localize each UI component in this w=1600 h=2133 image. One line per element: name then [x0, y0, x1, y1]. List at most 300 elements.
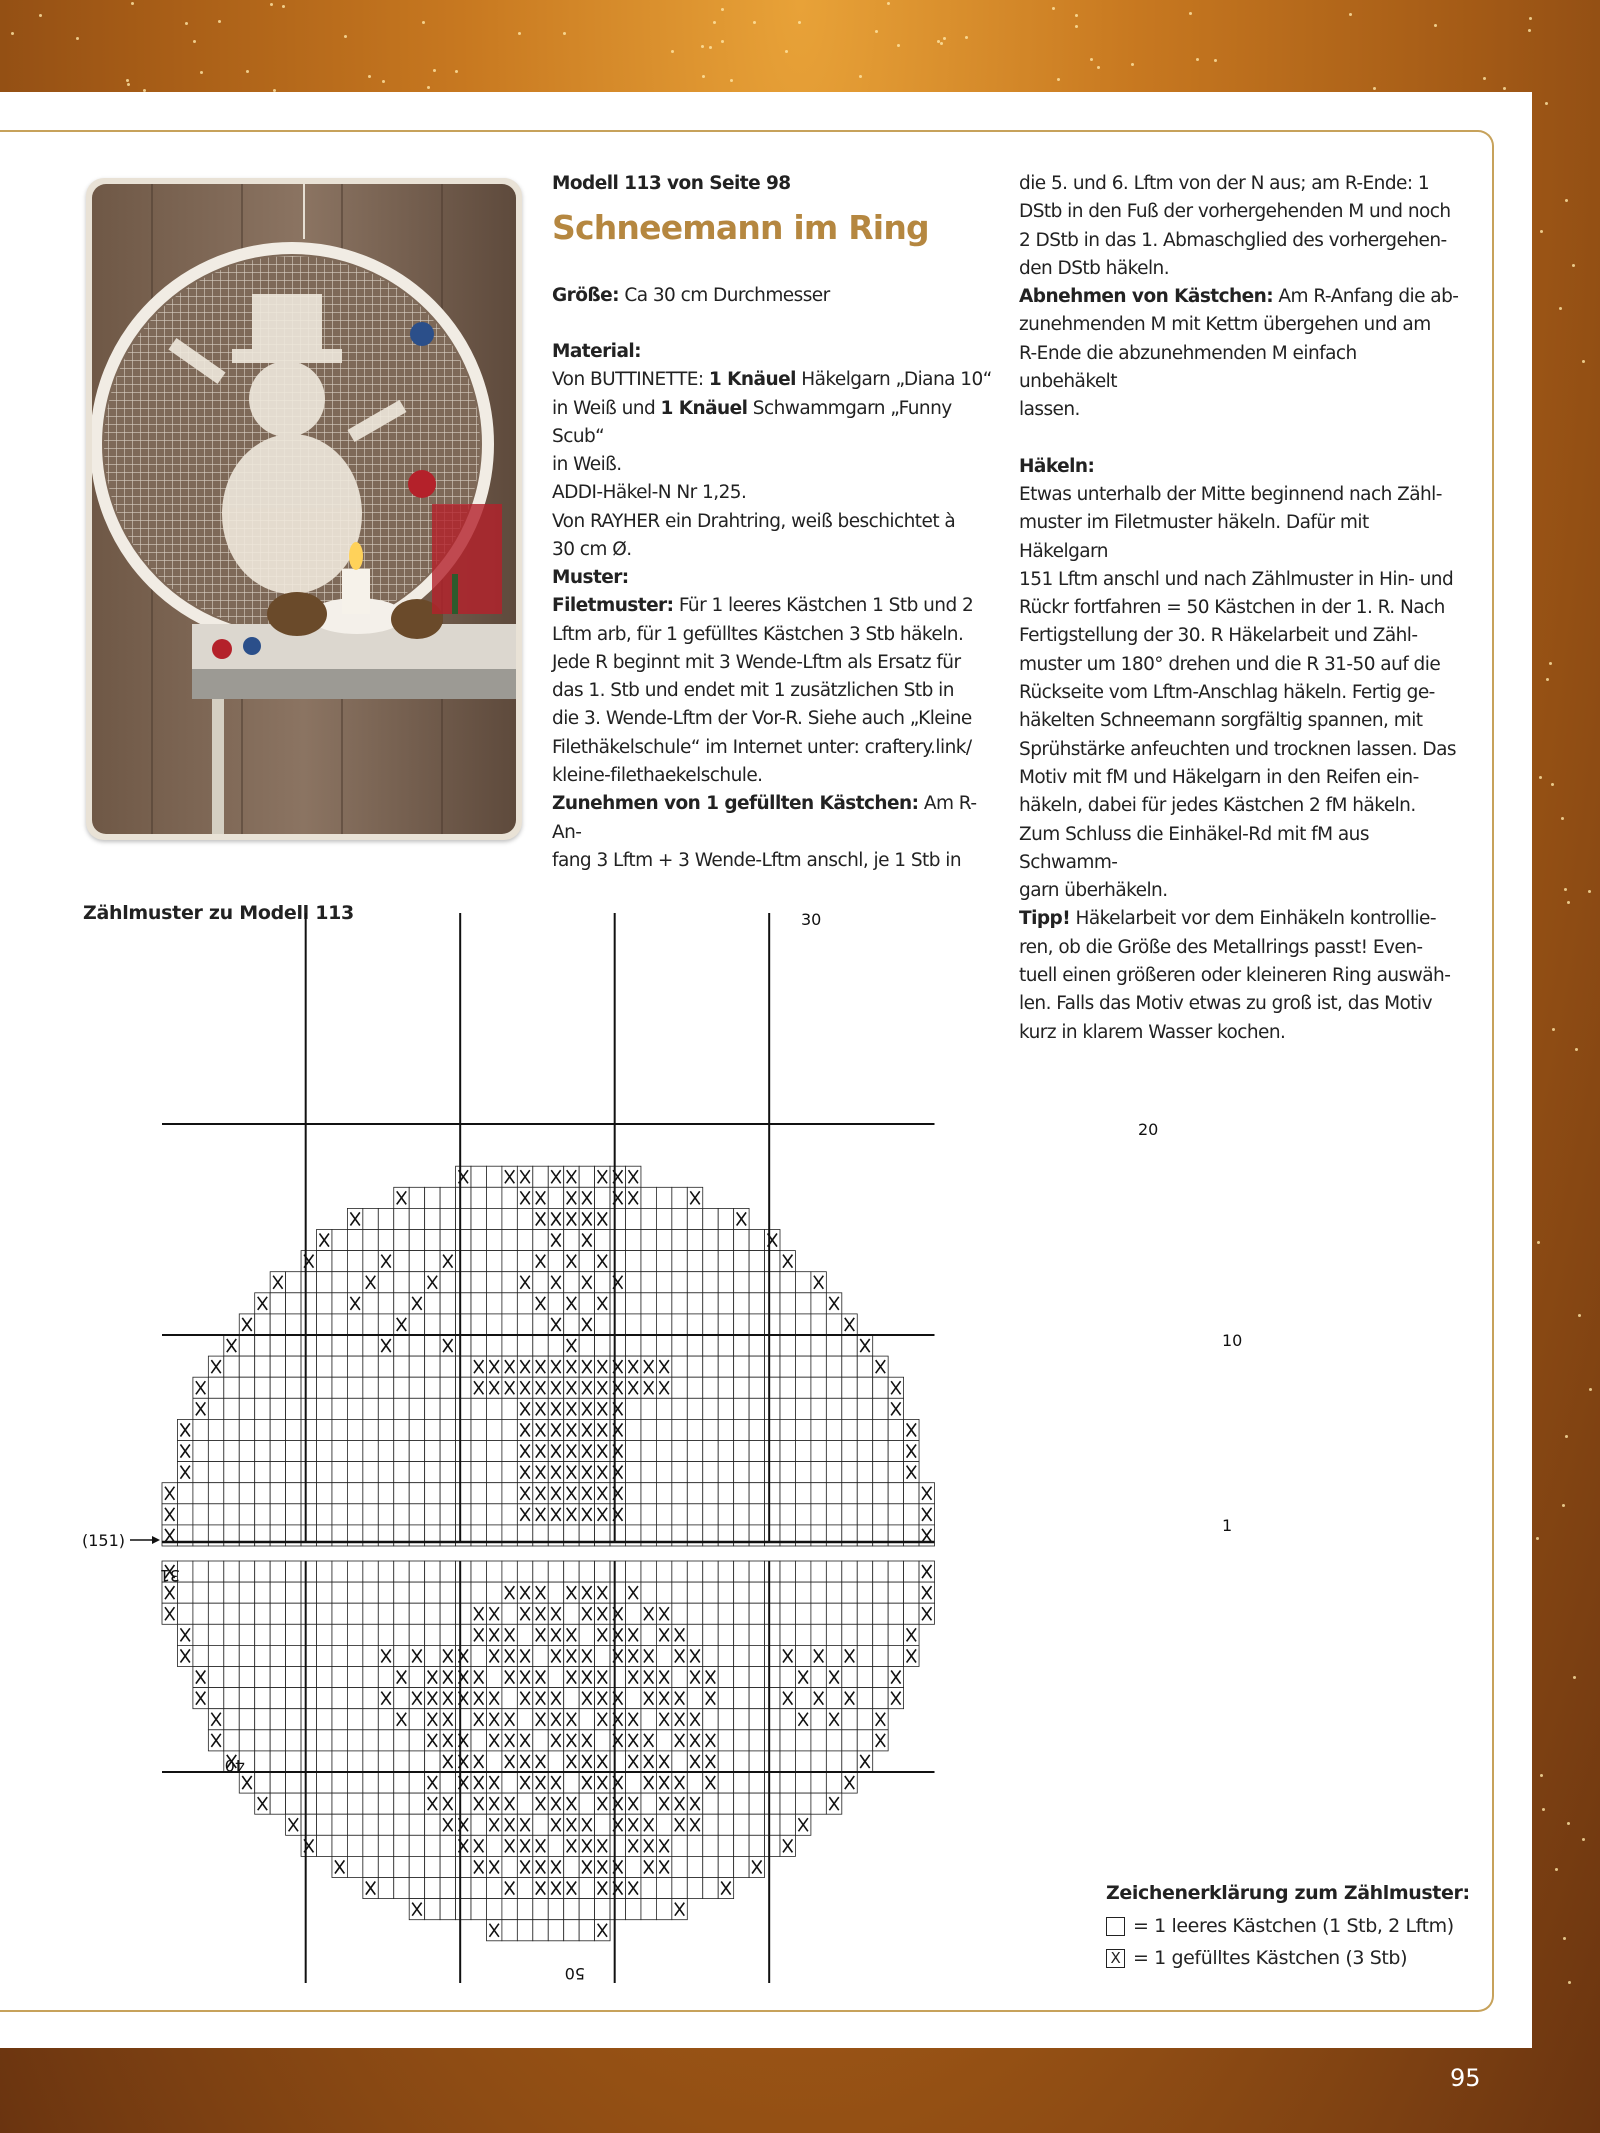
chart-cell [795, 1504, 810, 1525]
chart-cell [486, 1751, 501, 1772]
chart-cell [317, 1251, 332, 1272]
chart-cell [811, 1561, 826, 1582]
chart-cell [672, 1667, 687, 1688]
chart-cell [548, 1293, 563, 1314]
chart-cell [718, 1856, 733, 1877]
decrease-line: lassen. [1019, 399, 1080, 421]
chart-cell [780, 1483, 795, 1504]
chart-cell [811, 1462, 826, 1483]
chart-cell [270, 1398, 285, 1419]
chart-cell [548, 1561, 563, 1582]
chart-cell [888, 1624, 903, 1645]
chart-cell [734, 1645, 749, 1666]
chart-cell [440, 1624, 455, 1645]
chart-cell [718, 1645, 733, 1666]
chart-cell [471, 1314, 486, 1335]
chart-cell [456, 1272, 471, 1293]
chart-cell [703, 1419, 718, 1440]
chart-cell [626, 1899, 641, 1920]
chart-cell [301, 1582, 316, 1603]
chart-cell [749, 1624, 764, 1645]
chart-cell [656, 1419, 671, 1440]
crochet-line: Motiv mit fM und Häkelgarn in den Reifen ein- [1019, 766, 1419, 788]
legend-filled-row [1106, 1942, 1470, 1974]
chart-cell [301, 1772, 316, 1793]
size-label: Größe: [552, 285, 619, 306]
chart-cell [734, 1730, 749, 1751]
chart-cell [548, 1187, 563, 1208]
chart-cell [317, 1462, 332, 1483]
chart-cell [626, 1335, 641, 1356]
chart-cell [795, 1441, 810, 1462]
chart-cell [656, 1730, 671, 1751]
chart-cell [749, 1814, 764, 1835]
chart-cell [471, 1272, 486, 1293]
chart-cell [255, 1483, 270, 1504]
chart-cell [224, 1688, 239, 1709]
chart-cell [626, 1561, 641, 1582]
chart-cell [842, 1751, 857, 1772]
chart-cell [270, 1688, 285, 1709]
chart-cell [332, 1398, 347, 1419]
chart-cell [811, 1667, 826, 1688]
chart-cell [811, 1603, 826, 1624]
chart-cell [703, 1582, 718, 1603]
chart-cell [734, 1314, 749, 1335]
chart-cell [332, 1377, 347, 1398]
chart-cell [317, 1730, 332, 1751]
chart-cell [703, 1856, 718, 1877]
chart-cell [425, 1483, 440, 1504]
chart-cell [780, 1314, 795, 1335]
chart-cell [378, 1751, 393, 1772]
chart-cell [286, 1419, 301, 1440]
chart-cell [286, 1356, 301, 1377]
chart-cell [363, 1293, 378, 1314]
chart-cell [224, 1441, 239, 1462]
chart-cell [873, 1441, 888, 1462]
chart-cell [409, 1772, 424, 1793]
chart-cell [332, 1772, 347, 1793]
chart-cell [486, 1208, 501, 1229]
chart-cell [208, 1667, 223, 1688]
chart-cell [780, 1603, 795, 1624]
chart-cell [703, 1624, 718, 1645]
chart-cell [363, 1504, 378, 1525]
muster-heading: Muster: [552, 567, 629, 588]
chart-cell [626, 1419, 641, 1440]
chart-cell [672, 1356, 687, 1377]
row-label-50: 50 [564, 1964, 585, 1983]
chart-cell [641, 1504, 656, 1525]
increase-line: fang 3 Lftm + 3 Wende-Lftm anschl, je 1 Stb in [552, 849, 962, 871]
chart-cell [780, 1561, 795, 1582]
chart-cell [826, 1398, 841, 1419]
chart-cell [317, 1441, 332, 1462]
chart-cell [363, 1751, 378, 1772]
chart-cell [811, 1377, 826, 1398]
chart-cell [795, 1377, 810, 1398]
chart-cell [270, 1441, 285, 1462]
chain-count-label: (151) [82, 1531, 126, 1550]
chart-cell [626, 1251, 641, 1272]
chart-cell [255, 1772, 270, 1793]
chart-cell [193, 1561, 208, 1582]
chart-cell [270, 1377, 285, 1398]
chart-cell [749, 1793, 764, 1814]
chart-cell [394, 1561, 409, 1582]
chart-cell [409, 1603, 424, 1624]
chart-cell [904, 1582, 919, 1603]
chart-cell [749, 1603, 764, 1624]
chart-cell [718, 1624, 733, 1645]
chart-cell [656, 1582, 671, 1603]
chart-cell [857, 1582, 872, 1603]
chart-cell [718, 1667, 733, 1688]
chart-cell [440, 1899, 455, 1920]
chart-cell [641, 1709, 656, 1730]
chart-cell [595, 1645, 610, 1666]
chart-cell [317, 1419, 332, 1440]
chart-cell [255, 1688, 270, 1709]
chart-cell [301, 1483, 316, 1504]
chart-cell [703, 1377, 718, 1398]
chart-cell [270, 1709, 285, 1730]
chart-cell [440, 1356, 455, 1377]
chart-cell [641, 1441, 656, 1462]
chart-cell [224, 1398, 239, 1419]
chart-cell [502, 1293, 517, 1314]
chart-cell [332, 1730, 347, 1751]
chart-cell [811, 1751, 826, 1772]
chart-cell [332, 1835, 347, 1856]
chart-cell [347, 1314, 362, 1335]
chart-cell [193, 1624, 208, 1645]
chain-arrow-icon [152, 1536, 160, 1544]
chart-cell [425, 1899, 440, 1920]
chart-legend [1106, 1882, 1470, 1974]
chart-cell [255, 1730, 270, 1751]
chart-cell [687, 1314, 702, 1335]
chart-cell [471, 1730, 486, 1751]
chart-cell [456, 1230, 471, 1251]
chart-cell [502, 1314, 517, 1335]
chart-cell [471, 1187, 486, 1208]
chart-cell [703, 1314, 718, 1335]
chart-cell [718, 1483, 733, 1504]
chart-cell [239, 1582, 254, 1603]
chart-cell [687, 1772, 702, 1793]
chart-cell [703, 1793, 718, 1814]
chart-cell [255, 1441, 270, 1462]
chart-cell [471, 1419, 486, 1440]
chart-cell [687, 1624, 702, 1645]
chart-cell [687, 1377, 702, 1398]
chart-cell [579, 1899, 594, 1920]
article-title: Schneemann im Ring [552, 208, 929, 247]
chart-cell [641, 1293, 656, 1314]
chart-cell [765, 1835, 780, 1856]
chart-cell [703, 1208, 718, 1229]
chart-cell [286, 1645, 301, 1666]
chart-cell [703, 1645, 718, 1666]
chart-cell [718, 1688, 733, 1709]
chart-cell [286, 1793, 301, 1814]
chart-cell [734, 1835, 749, 1856]
chart-cell [656, 1293, 671, 1314]
chart-cell [471, 1335, 486, 1356]
chart-cell [471, 1441, 486, 1462]
chart-cell [224, 1504, 239, 1525]
chart-cell [208, 1582, 223, 1603]
chart-cell [378, 1504, 393, 1525]
chart-cell [347, 1856, 362, 1877]
crochet-heading: Häkeln: [1019, 455, 1095, 477]
chart-cell [626, 1603, 641, 1624]
chart-cell [301, 1314, 316, 1335]
chart-cell [703, 1561, 718, 1582]
chart-cell [239, 1709, 254, 1730]
chart-cell [378, 1356, 393, 1377]
chart-cell [486, 1899, 501, 1920]
chart-cell [270, 1561, 285, 1582]
chart-cell [765, 1377, 780, 1398]
material-text: Häkelgarn „Diana 10“ [795, 369, 992, 391]
chart-cell [347, 1751, 362, 1772]
chart-cell [842, 1377, 857, 1398]
chart-cell [749, 1504, 764, 1525]
chart-cell [718, 1462, 733, 1483]
chart-cell [687, 1483, 702, 1504]
chart-cell [703, 1293, 718, 1314]
chart-cell [533, 1166, 548, 1187]
chart-cell [826, 1730, 841, 1751]
chart-cell [471, 1899, 486, 1920]
chart-cell [394, 1772, 409, 1793]
chart-cell [394, 1688, 409, 1709]
chart-cell [656, 1230, 671, 1251]
material-text: 30 cm Ø. [552, 539, 632, 561]
chart-cell [456, 1856, 471, 1877]
chart-cell [239, 1730, 254, 1751]
chart-cell [286, 1441, 301, 1462]
chart-cell [780, 1624, 795, 1645]
chart-cell [641, 1462, 656, 1483]
chart-cell [780, 1730, 795, 1751]
chart-cell [193, 1483, 208, 1504]
chart-cell [332, 1441, 347, 1462]
chart-cell [626, 1462, 641, 1483]
chart-cell [873, 1561, 888, 1582]
chart-cell [363, 1398, 378, 1419]
chart-cell [749, 1272, 764, 1293]
chart-cell [564, 1314, 579, 1335]
chart-cell [270, 1667, 285, 1688]
chart-cell [471, 1504, 486, 1525]
chart-cell [425, 1335, 440, 1356]
chart-cell [780, 1814, 795, 1835]
chart-cell [332, 1793, 347, 1814]
chart-cell [641, 1899, 656, 1920]
chart-cell [857, 1356, 872, 1377]
chart-cell [687, 1419, 702, 1440]
chart-cell [270, 1645, 285, 1666]
chart-cell [765, 1772, 780, 1793]
chart-cell [347, 1793, 362, 1814]
chart-cell [904, 1483, 919, 1504]
chart-cell [564, 1603, 579, 1624]
chart-cell [332, 1483, 347, 1504]
chart-cell [826, 1772, 841, 1793]
increase-continuation: DStb in den Fuß der vorhergehenden M und noch [1019, 201, 1451, 223]
chart-cell [286, 1483, 301, 1504]
chart-cell [486, 1561, 501, 1582]
chart-cell [795, 1751, 810, 1772]
chart-cell [672, 1314, 687, 1335]
chart-cell [486, 1314, 501, 1335]
chart-cell [533, 1899, 548, 1920]
chart-cell [811, 1293, 826, 1314]
chart-cell [332, 1335, 347, 1356]
chart-cell [734, 1377, 749, 1398]
chart-cell [888, 1645, 903, 1666]
chart-cell [765, 1314, 780, 1335]
chart-cell [873, 1419, 888, 1440]
chart-cell [409, 1356, 424, 1377]
chart-cell [347, 1504, 362, 1525]
chart-cell [239, 1688, 254, 1709]
chart-cell [332, 1709, 347, 1730]
chart-cell [687, 1462, 702, 1483]
chart-cell [641, 1561, 656, 1582]
chart-cell [255, 1335, 270, 1356]
chart-cell [672, 1751, 687, 1772]
chart-cell [517, 1293, 532, 1314]
chart-cell [626, 1772, 641, 1793]
chart-cell [533, 1314, 548, 1335]
chart-cell [857, 1398, 872, 1419]
chart-cell [626, 1272, 641, 1293]
chart-cell [502, 1419, 517, 1440]
chart-cell [626, 1441, 641, 1462]
chart-cell [641, 1314, 656, 1335]
chart-cell [224, 1645, 239, 1666]
size-value: Ca 30 cm Durchmesser [624, 285, 830, 306]
chart-cell [626, 1314, 641, 1335]
chart-cell [409, 1208, 424, 1229]
chart-cell [224, 1603, 239, 1624]
chart-cell [317, 1645, 332, 1666]
chart-cell [255, 1709, 270, 1730]
chart-cell [811, 1441, 826, 1462]
chart-cell [703, 1251, 718, 1272]
chart-cell [363, 1314, 378, 1335]
chart-cell [579, 1251, 594, 1272]
chart-cell [347, 1772, 362, 1793]
chart-cell [193, 1645, 208, 1666]
chart-cell [873, 1624, 888, 1645]
chart-cell [208, 1377, 223, 1398]
chart-cell [301, 1645, 316, 1666]
chart-cell [811, 1772, 826, 1793]
chart-cell [502, 1187, 517, 1208]
chart-cell [811, 1398, 826, 1419]
chart-cell [672, 1603, 687, 1624]
chart-cell [656, 1899, 671, 1920]
chart-title: Zählmuster zu Modell 113 [83, 902, 354, 924]
chart-cell [564, 1899, 579, 1920]
chart-cell [394, 1856, 409, 1877]
chart-cell [595, 1561, 610, 1582]
chart-cell [332, 1582, 347, 1603]
chart-cell [502, 1483, 517, 1504]
crochet-line: Sprühstärke anfeuchten und trocknen lassen. Das [1019, 738, 1456, 760]
chart-cell [394, 1645, 409, 1666]
legend-empty-row [1106, 1910, 1470, 1942]
chart-cell [363, 1603, 378, 1624]
chart-cell [486, 1462, 501, 1483]
chart-cell [765, 1335, 780, 1356]
chart-cell [687, 1230, 702, 1251]
chart-cell [317, 1793, 332, 1814]
chart-cell [409, 1419, 424, 1440]
chart-cell [548, 1251, 563, 1272]
increase-continuation: den DStb häkeln. [1019, 257, 1170, 279]
chart-cell [502, 1856, 517, 1877]
chart-cell [208, 1603, 223, 1624]
chart-cell [224, 1356, 239, 1377]
chart-cell [687, 1293, 702, 1314]
material-text: Schwammgarn „Funny Scub“ [552, 397, 952, 447]
chart-cell [347, 1667, 362, 1688]
crochet-line: Rückr fortfahren = 50 Kästchen in der 1. R. Nach [1019, 597, 1445, 619]
chart-cell [780, 1751, 795, 1772]
chart-cell [394, 1582, 409, 1603]
chart-cell [780, 1441, 795, 1462]
increase-continuation: 2 DStb in das 1. Abmaschglied des vorhergehen- [1019, 229, 1447, 251]
chart-cell [672, 1835, 687, 1856]
chart-cell [208, 1688, 223, 1709]
chart-cell [641, 1483, 656, 1504]
chart-cell [347, 1230, 362, 1251]
chart-cell [317, 1356, 332, 1377]
chart-cell [363, 1582, 378, 1603]
chart-cell [270, 1293, 285, 1314]
chart-cell [347, 1645, 362, 1666]
chart-cell [224, 1462, 239, 1483]
chart-cell [517, 1878, 532, 1899]
chart-cell [857, 1688, 872, 1709]
chart-cell [224, 1561, 239, 1582]
filet-line: Für 1 leeres Kästchen 1 Stb und 2 [673, 595, 974, 617]
chart-cell [378, 1835, 393, 1856]
chart-cell [718, 1419, 733, 1440]
chart-cell [224, 1419, 239, 1440]
chart-cell [826, 1624, 841, 1645]
chart-cell [502, 1441, 517, 1462]
chart-cell [286, 1293, 301, 1314]
chart-cell [626, 1688, 641, 1709]
chart-cell [286, 1335, 301, 1356]
chart-cell [765, 1645, 780, 1666]
chart-cell [363, 1709, 378, 1730]
chart-cell [548, 1835, 563, 1856]
chart-cell [255, 1667, 270, 1688]
decrease-line: R-Ende die abzunehmenden M einfach unbehäkelt [1019, 342, 1357, 393]
chart-cell [656, 1483, 671, 1504]
chart-cell [564, 1230, 579, 1251]
chart-cell [394, 1624, 409, 1645]
